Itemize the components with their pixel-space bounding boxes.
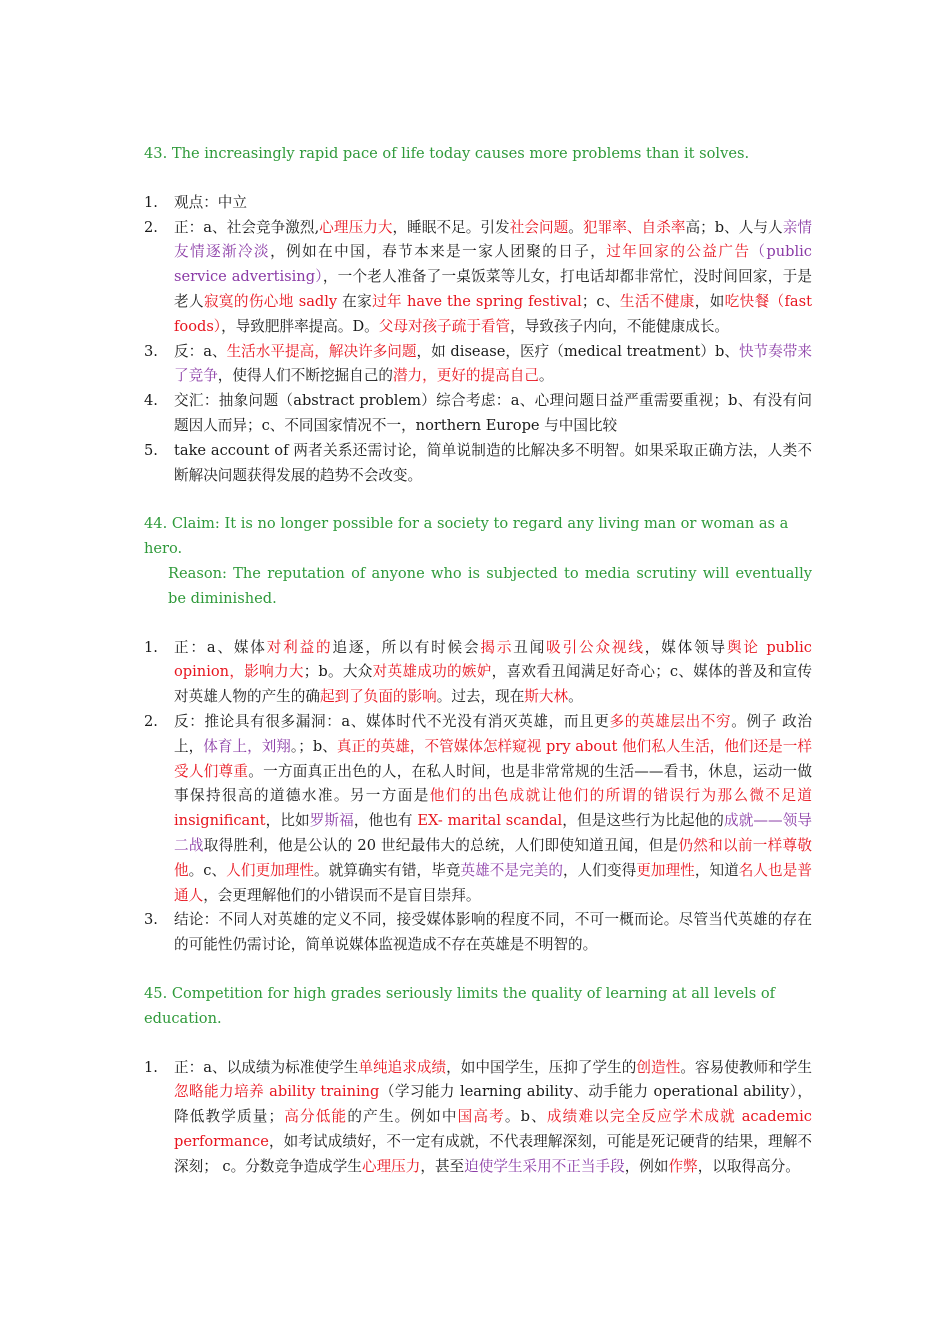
text-segment: 。c、 (188, 861, 227, 879)
highlight-red: EX- marital scandal (417, 812, 563, 830)
highlight-red: 父母对孩子疏于看管 (378, 317, 511, 335)
topic-43-list (144, 191, 812, 489)
text-segment: 取得胜利，他是公认的 20 世纪最伟大的总统，人们即使知道丑闻，但是 (203, 836, 679, 854)
list-item (144, 389, 812, 439)
text-segment: ，导致孩子内向，不能健康成长。 (510, 317, 730, 335)
text-segment: 正：a、媒体 (174, 638, 267, 656)
text-segment: ；c、 (581, 292, 620, 310)
text-segment: ，比如 (265, 812, 310, 830)
text-segment: 的产生。例如中 (347, 1108, 458, 1126)
highlight-red: 仍然和以前一样尊敬他 (174, 836, 812, 879)
list-item (144, 908, 812, 958)
topic-44-reason: Reason: The reputation of anyone who is subjected to media scrutiny will eventually be diminished. (168, 564, 812, 607)
text-segment: 正：a、以成绩为标准使学生 (174, 1058, 359, 1076)
list-item-number: 4. (144, 392, 158, 410)
text-segment: ，以取得高分。 (697, 1157, 800, 1175)
text-segment: 。例子 政治上， (174, 712, 812, 755)
list-item-text (174, 1056, 812, 1180)
list-item-number: 2. (144, 218, 158, 236)
text-segment: 。 (538, 367, 554, 385)
text-segment: 在家 (337, 292, 373, 310)
text-segment: ，他也有 (353, 812, 418, 830)
topic-44-list (144, 636, 812, 958)
highlight-purple: 成就——领导二战 (174, 812, 812, 854)
text-segment: ，人们变得 (563, 861, 637, 879)
highlight-red: 忽略能力培养 ability training (174, 1083, 380, 1101)
text-segment: 结论：不同人对英雄的定义不同，接受媒体影响的程度不同，不可一概而论。尽管当代英雄的存在的可能性仍需讨论，简单说媒体监视造成不存在英雄是不明智的。 (174, 911, 812, 954)
list-item-text (174, 439, 812, 489)
highlight-purple: 英雄不是完美的 (460, 861, 564, 879)
list-item-text (174, 710, 812, 908)
highlight-purple: 快节奏带来了竞争 (174, 342, 812, 385)
topic-44 (144, 512, 812, 958)
text-segment: ，但是这些行为比起他的 (562, 812, 724, 830)
text-segment: ，如中国学生，压抑了学生的 (446, 1058, 637, 1076)
text-segment: ，甚至 (420, 1157, 465, 1175)
list-item-text (174, 636, 812, 710)
highlight-red: 过年回家的公益广告 (606, 243, 751, 261)
topic-45-heading: 45. Competition for high grades seriously limits the quality of learning at all levels of education. (144, 984, 776, 1027)
highlight-red: 揭示 (480, 638, 514, 656)
highlight-purple: 迫使学生采用不正当手段 (464, 1157, 625, 1175)
topic-45 (144, 982, 812, 1180)
highlight-red: 对利益的 (266, 638, 333, 656)
text-segment: ，媒体领导 (644, 638, 727, 656)
highlight-red: 人们更加理性 (226, 861, 315, 879)
topic-43-heading: 43. The increasingly rapid pace of life today causes more problems than it solves. (144, 145, 750, 162)
list-item (144, 191, 812, 216)
highlight-red: 寂寞的伤心地 sadly (203, 292, 338, 310)
highlight-red: 名人也是普通人 (174, 861, 812, 904)
text-segment: ，喜欢看丑闻满足好奇心；c、媒体的普及和宣传对英雄人物的产生的确 (174, 663, 812, 706)
highlight-red: 过年 have the spring festival (372, 292, 582, 310)
highlight-red: 更加理性 (636, 861, 695, 879)
topic-45-list (144, 1056, 812, 1180)
text-segment: 。一方面真正出色的人，在私人时间，也是非常常规的生活——看书，休息，运动一做事保持很高的道德水准。另一方面是 (174, 762, 812, 805)
list-item-number: 5. (144, 441, 158, 459)
highlight-red: 高分低能 (283, 1108, 348, 1126)
list-item-number: 1. (144, 638, 158, 656)
list-item (144, 439, 812, 489)
list-item-text (174, 216, 812, 340)
text-segment: 正：a、社会竞争激烈, (174, 218, 320, 236)
text-segment: ，一个老人准备了一桌饭菜等儿女，打电话却都非常忙，没时间回家，于是老人 (174, 268, 812, 310)
text-segment: ，使得人们不断挖掘自己的 (217, 367, 393, 385)
text-segment: 交汇：抽象问题（abstract problem）综合考虑：a、心理问题日益严重需要重视；b、有没有问题因人而异；c、不同国家情况不一，northern Europe 与中国比较 (174, 392, 812, 434)
highlight-red: 社会问题 (509, 218, 569, 236)
text-segment: ，例如 (624, 1157, 669, 1175)
list-item-text (174, 389, 812, 439)
text-segment: 。b、 (504, 1108, 547, 1126)
list-item (144, 216, 812, 340)
highlight-purple: （public service advertising） (174, 243, 812, 286)
text-segment: 追逐，所以有时候会 (332, 638, 481, 656)
highlight-red: 吃快餐（fast foods） (174, 292, 812, 335)
highlight-purple: 体育上，刘翔 (203, 737, 291, 755)
text-segment: ；b。大众 (303, 663, 373, 681)
highlight-red: 真正的英雄，不管媒体怎样窥视 pry about 他们私人生活，他们还是一样受人们尊重 (174, 737, 812, 780)
text-segment: 反：推论具有很多漏洞：a、媒体时代不光没有消灭英雄，而且更 (174, 712, 610, 730)
text-segment: 。 (568, 688, 583, 706)
highlight-red: 心理压力 (361, 1157, 421, 1175)
text-segment: ，知道 (694, 861, 739, 879)
highlight-red: 犯罪率、自杀率 (582, 218, 686, 236)
highlight-red: 生活水平提高，解决许多问题 (226, 342, 417, 360)
text-segment: ，如考试成绩好，不一定有成就，不代表理解深刻，可能是死记硬背的结果，理解不深刻； c。分数竞争造成学生 (174, 1132, 812, 1175)
text-segment: 。；b、 (290, 737, 337, 755)
highlight-purple: 亲情友情逐渐冷淡 (174, 218, 812, 261)
text-segment: 。 (568, 218, 583, 236)
highlight-red: 创造性 (636, 1058, 681, 1076)
highlight-red: 生活不健康 (619, 292, 695, 310)
topic-43 (144, 142, 812, 488)
highlight-red: 作弊 (668, 1157, 698, 1175)
text-segment: 高；b、人与人 (685, 218, 783, 236)
list-item (144, 1056, 812, 1180)
text-segment: 。就算确实有错，毕竟 (314, 861, 461, 879)
text-segment: ，例如在中国，春节本来是一家人团聚的日子， (270, 243, 607, 261)
list-item-number: 3. (144, 911, 158, 929)
highlight-red: 舆论 public opinion，影响力大 (174, 638, 812, 681)
highlight-red: 吸引公众视线 (546, 638, 645, 656)
list-item (144, 710, 812, 908)
text-segment: ，如 disease，医疗（medical treatment）b、 (416, 342, 739, 360)
topic-44-claim: 44. Claim: It is no longer possible for a society to regard any living man or woman as a hero. (144, 515, 789, 558)
list-item-number: 3. (144, 342, 158, 360)
text-segment: ，会更理解他们的小错误而不是盲目崇拜。 (203, 886, 481, 904)
highlight-red: 单纯追求成绩 (358, 1058, 447, 1076)
list-item (144, 340, 812, 390)
text-segment: ，导致肥胖率提高。D。 (221, 317, 379, 335)
highlight-red: 潜力，更好的提高自己 (392, 367, 539, 385)
text-segment: ，如 (694, 292, 725, 310)
highlight-red: 成绩难以完全反应学术成就 academic performance (174, 1108, 812, 1150)
highlight-red: 国高考 (457, 1108, 505, 1126)
text-segment: （学习能力 learning ability、动手能力 operational ability），降低教学质量； (174, 1083, 812, 1126)
text-segment: 反：a、 (174, 342, 227, 360)
text-segment: 。过去，现在 (436, 688, 525, 706)
text-segment: 。容易使教师和学生 (680, 1058, 812, 1076)
highlight-purple: 罗斯福 (309, 812, 354, 830)
list-item-text (174, 191, 812, 216)
highlight-red: 他们的出色成就让他们的所谓的错误行为那么微不足道 insignificant (174, 787, 812, 830)
highlight-red: 心理压力大 (319, 218, 393, 236)
list-item-text (174, 340, 812, 390)
list-item-number: 1. (144, 1058, 158, 1076)
topic-44-heading (144, 512, 812, 611)
text-segment: 丑闻 (513, 638, 547, 656)
list-item (144, 636, 812, 710)
highlight-red: 斯大林 (524, 688, 569, 706)
list-item-number: 1. (144, 193, 158, 211)
text-segment: 观点：中立 (174, 193, 247, 211)
list-item-number: 2. (144, 712, 158, 730)
text-segment: take account of 两者关系还需讨论，简单说制造的比解决多不明智。如果采取正确方法，人类不断解决问题获得发展的趋势不会改变。 (174, 441, 812, 484)
highlight-red: 对英雄成功的嫉妒 (372, 663, 492, 681)
highlight-red: 多的英雄层出不穷 (609, 712, 732, 730)
text-segment: ，睡眠不足。引发 (392, 218, 510, 236)
list-item-text (174, 908, 812, 958)
highlight-red: 起到了负面的影响 (319, 688, 437, 706)
